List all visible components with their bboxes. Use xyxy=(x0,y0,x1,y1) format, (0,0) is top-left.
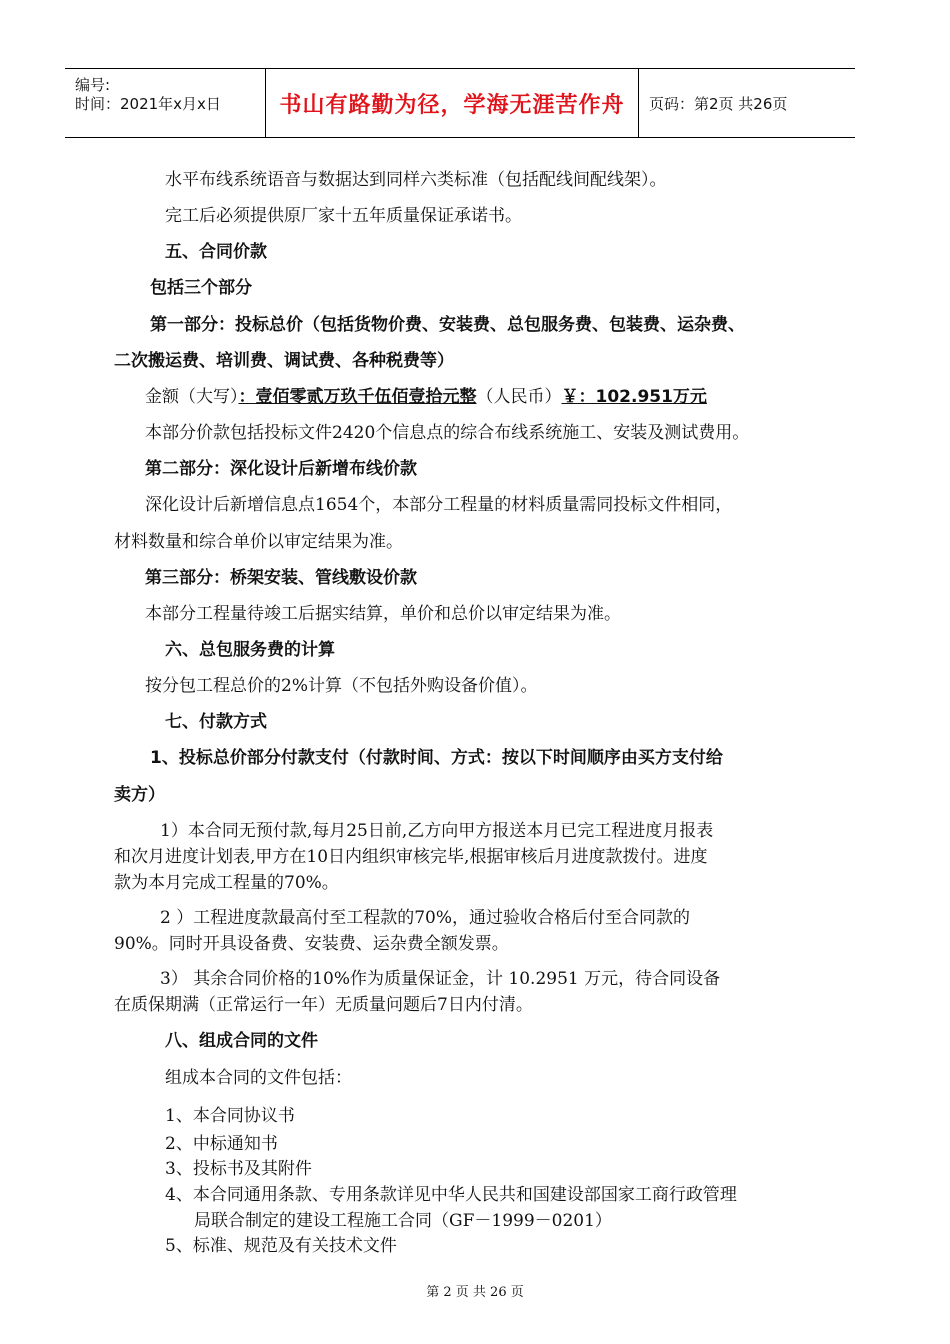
document-item: 4、本合同通用条款、专用条款详见中华人民共和国建设部国家工商行政管理 xyxy=(165,1185,737,1205)
header-meta xyxy=(65,69,266,137)
payment-item: 2 ）工程进度款最高付至工程款的70%，通过验收合格后付至合同款的 xyxy=(160,908,691,928)
text-line: 完工后必须提供原厂家十五年质量保证承诺书。 xyxy=(165,206,522,226)
amount-line xyxy=(145,386,707,408)
section-heading: 五、合同价款 xyxy=(165,242,267,262)
text-line: 本部分价款包括投标文件2420个信息点的综合布线系统施工、安装及测试费用。 xyxy=(145,423,750,443)
doc-number-label: 编号: xyxy=(75,76,111,94)
part-heading: 第二部分：深化设计后新增布线价款 xyxy=(145,459,417,479)
payment-heading: 1、投标总价部分付款支付（付款时间、方式：按以下时间顺序由买方支付给 xyxy=(150,748,723,768)
part-heading-cont: 二次搬运费、培训费、调试费、各种税费等） xyxy=(114,351,454,371)
payment-item: 3） 其余合同价格的10%作为质量保证金，计 10.2951 万元，待合同设备 xyxy=(160,969,721,989)
page-footer: 第 2 页 共 26 页 xyxy=(426,1285,524,1300)
part-heading: 第三部分：桥架安装、管线敷设价款 xyxy=(145,568,417,588)
document-item-cont: 局联合制定的建设工程施工合同（GF－1999－0201） xyxy=(194,1211,612,1231)
document-item: 3、投标书及其附件 xyxy=(165,1159,312,1179)
text-line: 包括三个部分 xyxy=(150,278,252,298)
text-line: 组成本合同的文件包括： xyxy=(165,1068,352,1088)
part-heading: 第一部分：投标总价（包括货物价费、安装费、总包服务费、包装费、运杂费、 xyxy=(150,315,745,335)
header-page-cell xyxy=(639,69,855,137)
amount-words: ：壹佰零贰万玖千伍佰壹拾元整 xyxy=(238,387,477,407)
payment-item-cont: 和次月进度计划表,甲方在10日内组织审核完毕,根据审核后月进度款拨付。进度 xyxy=(114,847,708,867)
text-line: 深化设计后新增信息点1654个，本部分工程量的材料质量需同投标文件相同， xyxy=(145,495,733,515)
amount-value: ￥：102.951万元 xyxy=(561,387,707,407)
text-line: 材料数量和综合单价以审定结果为准。 xyxy=(114,532,403,552)
document-item: 2、中标通知书 xyxy=(165,1134,278,1154)
section-heading: 六、总包服务费的计算 xyxy=(165,640,335,660)
payment-item: 1）本合同无预付款,每月25日前,乙方向甲方报送本月已完工程进度月报表 xyxy=(160,821,714,841)
payment-heading-cont: 卖方） xyxy=(114,785,165,805)
payment-item-cont: 在质保期满（正常运行一年）无质量问题后7日内付清。 xyxy=(114,995,533,1015)
header-page-label: 页码：第2页 共26页 xyxy=(649,94,788,113)
document-item: 5、标准、规范及有关技术文件 xyxy=(165,1236,397,1256)
header-motto-cell xyxy=(266,69,639,137)
page-header xyxy=(65,68,855,138)
text-line: 水平布线系统语音与数据达到同样六类标准（包括配线间配线架）。 xyxy=(165,170,667,190)
section-heading: 八、组成合同的文件 xyxy=(165,1031,318,1051)
section-heading: 七、付款方式 xyxy=(165,712,267,732)
text-line: 按分包工程总价的2%计算（不包括外购设备价值）。 xyxy=(145,676,538,696)
amount-label: 金额（大写） xyxy=(145,387,239,407)
amount-currency: （人民币） xyxy=(476,387,562,407)
payment-item-cont: 款为本月完成工程量的70%。 xyxy=(114,873,339,893)
text-line: 本部分工程量待竣工后据实结算，单价和总价以审定结果为准。 xyxy=(145,604,621,624)
doc-time-label: 时间：2021年x月x日 xyxy=(75,95,221,113)
header-motto: 书山有路勤为径，学海无涯苦作舟 xyxy=(279,92,625,118)
payment-item-cont: 90%。同时开具设备费、安装费、运杂费全额发票。 xyxy=(114,934,509,954)
document-item: 1、本合同协议书 xyxy=(165,1106,295,1126)
